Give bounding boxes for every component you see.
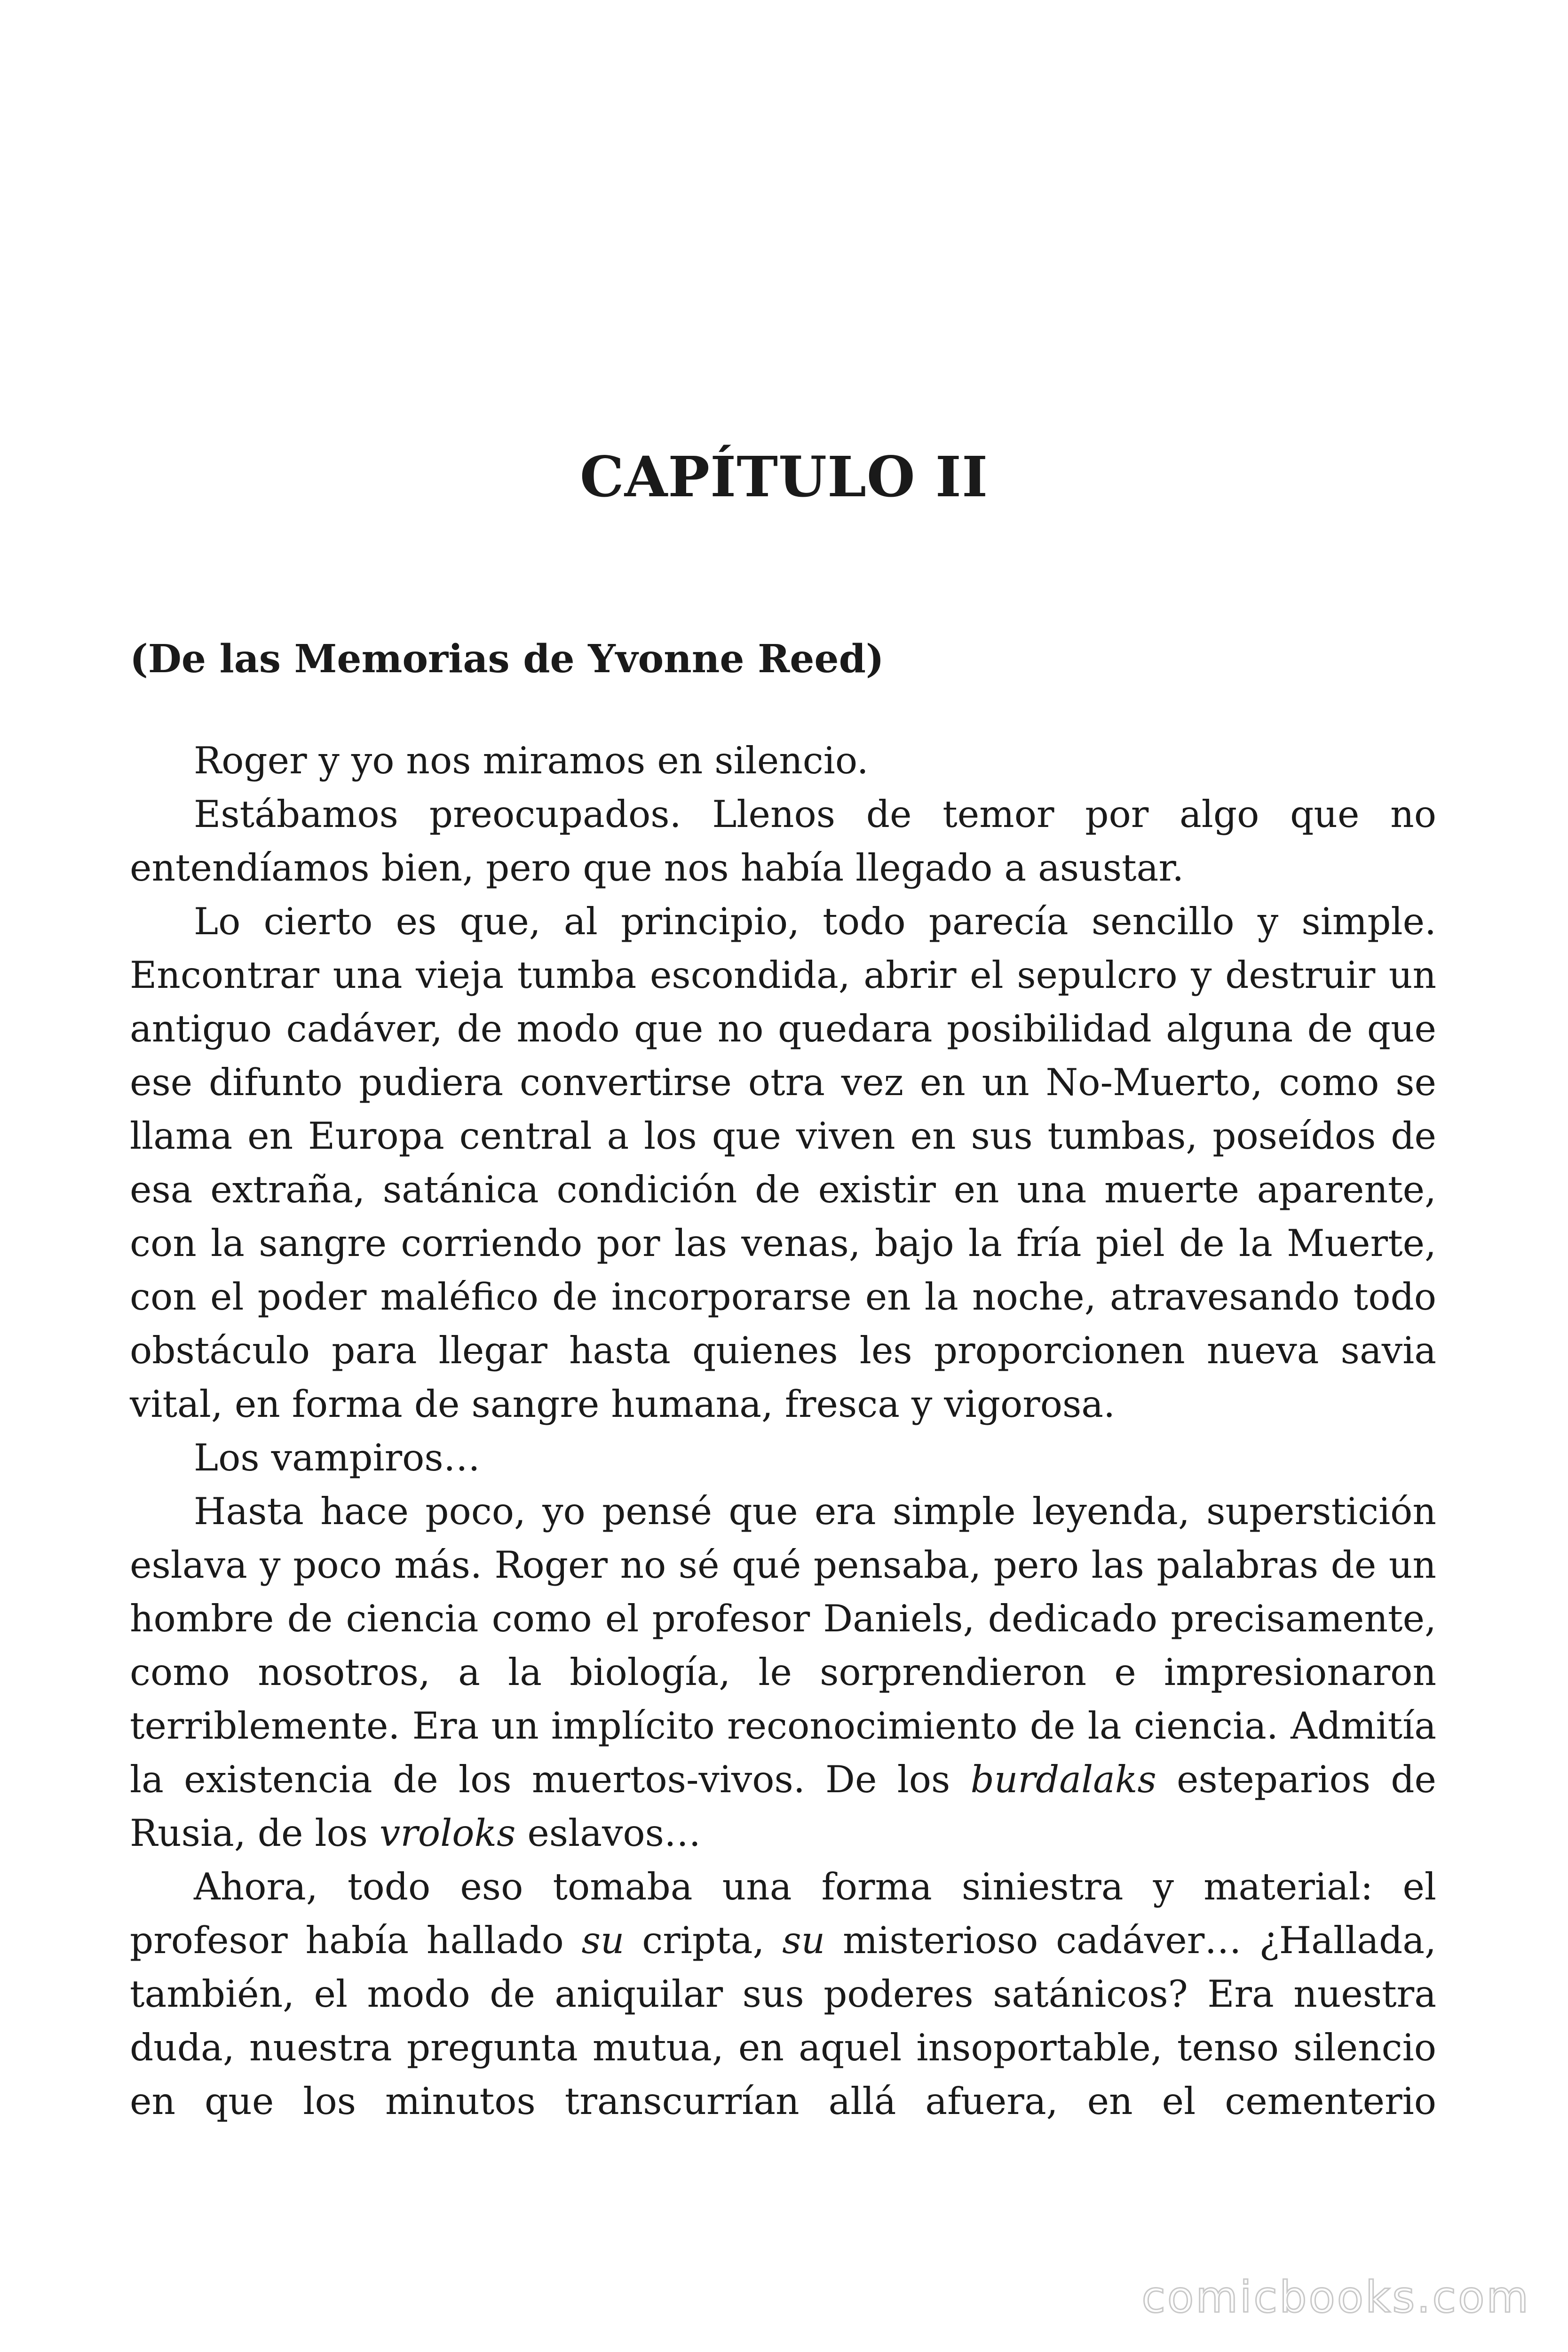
paragraph: Los vampiros… [194,1436,481,1479]
paragraph: Estábamos preocupados. Llenos de temor por algo que no entendíamos bien, pero que nos había llegado a asustar. [130,793,1436,890]
paragraph-text: misterioso cadáver… ¿Hallada, también, el modo de aniquilar sus poderes satánicos? Era nuestra duda, nuestra pregunta mutua, en aquel insoportable, tenso silencio en que los minutos transcurrían allá afuera, en el cementerio [130,1919,1436,2123]
paragraph-text: eslavos… [515,1812,701,1855]
chapter-title: CAPÍTULO II [579,444,989,509]
paragraph-text: Ahora, todo eso tomaba una forma siniestra y material: el profesor había hallado [130,1865,1436,1962]
paragraph: Lo cierto es que, al principio, todo parecía sencillo y simple. Encontrar una vieja tumba escondida, abrir el sepulcro y destruir un antiguo cadáver, de modo que no quedara posibilidad alguna de que ese difunto pudiera convertirse otra vez en un No-Muerto, como se llama en Europa central a los que viven en sus tumbas, poseídos de esa extraña, satánica condición de existir en una muerte aparente, con la sangre corriendo por las venas, bajo la fría piel de la Muerte, con el poder maléfico de incorporarse en la noche, atravesando todo obstáculo para llegar hasta quienes les proporcionen nueva savia vital, en forma de sangre humana, fresca y vigorosa. [130,900,1436,1426]
paragraph-text: Hasta hace poco, yo pensé que era simple leyenda, superstición eslava y poco más. Roger no sé qué pensaba, pero las palabras de un hombre de ciencia como el profesor Daniels, dedicado precisamente, como nosotros, a la biología, le sorprendieron e impresionaron terriblemente. Era un implícito reconocimiento de la ciencia. Admitía la existencia de los muertos-vivos. De los [130,1490,1436,1801]
italic-term: burdalaks [970,1758,1156,1801]
paragraph [130,1860,1436,2128]
italic-term: su [581,1919,625,1962]
paragraph [130,1485,1436,1860]
italic-term: su [782,1919,825,1962]
chapter-subtitle: (De las Memorias de Yvonne Reed) [130,636,884,682]
paragraph: Roger y yo nos miramos en silencio. [194,739,869,782]
chapter-body [130,734,1436,2128]
paragraph-text: cripta, [624,1919,783,1962]
site-watermark: comicbooks.com [1141,2272,1530,2322]
italic-term: vroloks [380,1812,516,1855]
paragraph-text: esteparios de Rusia, de los [130,1758,1436,1855]
